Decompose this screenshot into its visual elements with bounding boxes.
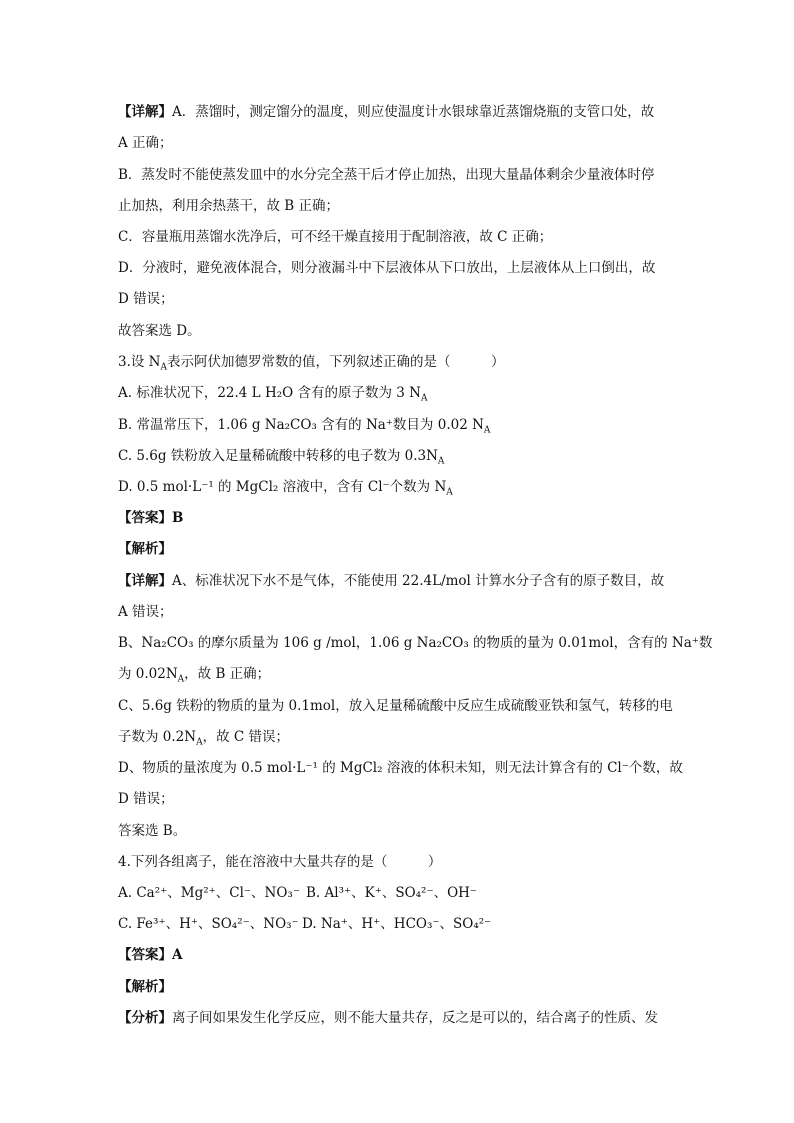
q3-explain-line8: D 错误； — [118, 791, 174, 807]
q3-explain-line2: A 错误； — [118, 604, 173, 620]
q3-option-a: A. 标准状况下，22.4 L H₂O 含有的原子数为 3 $N_A$ — [118, 385, 428, 404]
q2-explain-line1: 【详解】A．蒸馏时，测定馏分的温度，则应使温度计水银球靠近蒸馏烧瓶的支管口处，故 — [118, 104, 655, 120]
q4-option-b: B. Al³⁺、K⁺、SO₄²⁻、OH⁻ — [306, 885, 478, 901]
q4-options-ab — [118, 884, 478, 902]
q3-explain-line5: C、5.6g 铁粉的物质的量为 0.1mol，放入足量稀硫酸中反应生成硫酸亚铁和氢气，转移的电 — [118, 698, 673, 714]
section-tag: 【详解】 — [118, 573, 172, 589]
q4-options-cd — [118, 915, 492, 933]
q3-analysis-heading: 【解析】 — [118, 541, 172, 557]
q2-explain-line7: D 错误； — [118, 291, 174, 307]
q2-answer-line: 故答案选 D。 — [118, 323, 201, 339]
section-tag: 【分析】 — [118, 1010, 172, 1026]
q2-explain-line4: 止加热，利用余热蒸干，故 B 正确； — [118, 198, 340, 214]
q3-explain-line7: D、物质的量浓度为 0.5 mol·L⁻¹ 的 MgCl₂ 溶液的体积未知，则无法计算含有的 Cl⁻个数，故 — [118, 760, 683, 776]
q3-option-d: D. 0.5 mol·L⁻¹ 的 MgCl₂ 溶液中，含有 Cl⁻个数为 $N_A$ — [118, 479, 453, 498]
q3-explain-line6: 子数为 $0.2N_A$，故 C 错误； — [118, 729, 289, 748]
q2-explain-line2: A 正确； — [118, 135, 173, 151]
q3-explain-line4: 为 $0.02N_A$，故 B 正确； — [118, 666, 271, 685]
q3-option-b: B. 常温常压下，1.06 g Na₂CO₃ 含有的 Na⁺数目为 0.02 $N_A$ — [118, 417, 491, 436]
section-tag: 【详解】 — [118, 104, 172, 120]
q4-stem: 4.下列各组离子，能在溶液中大量共存的是（ ） — [118, 854, 442, 870]
q3-final-answer: 答案选 B。 — [118, 823, 187, 839]
q4-analysis-line1: 【分析】离子间如果发生化学反应，则不能大量共存，反之是可以的，结合离子的性质、发 — [118, 1010, 658, 1026]
q3-answer: 【答案】B — [118, 510, 184, 526]
q4-option-c: C. Fe³⁺、H⁺、SO₄²⁻、NO₃⁻ — [118, 916, 299, 932]
q2-explain-line6: D．分液时，避免液体混合，则分液漏斗中下层液体从下口放出，上层液体从上口倒出，故 — [118, 260, 656, 276]
q4-answer: 【答案】A — [118, 947, 183, 963]
q3-explain-line1: 【详解】A、标准状况下水不是气体，不能使用 22.4L/mol 计算水分子含有的原子数目，故 — [118, 573, 665, 589]
q3-explain-line3: B、Na₂CO₃ 的摩尔质量为 106 g /mol，1.06 g Na₂CO₃ 的物质的量为 0.01mol，含有的 Na⁺数 — [118, 635, 713, 651]
q4-option-d: D. Na⁺、H⁺、HCO₃⁻、SO₄²⁻ — [302, 916, 492, 932]
q4-analysis-heading: 【解析】 — [118, 979, 172, 995]
q3-stem: 3.设 $N_A$表示阿伏加德罗常数的值，下列叙述正确的是（ ） — [118, 354, 505, 373]
q2-explain-line3: B．蒸发时不能使蒸发皿中的水分完全蒸干后才停止加热，出现大量晶体剩余少量液体时停 — [118, 167, 655, 183]
q2-explain-line5: C．容量瓶用蒸馏水洗净后，可不经干燥直接用于配制溶液，故 C 正确； — [118, 229, 553, 245]
q3-option-c: C. 5.6g 铁粉放入足量稀硫酸中转移的电子数为 $0.3N_A$ — [118, 448, 445, 467]
q4-option-a: A. Ca²⁺、Mg²⁺、Cl⁻、NO₃⁻ — [118, 885, 300, 901]
